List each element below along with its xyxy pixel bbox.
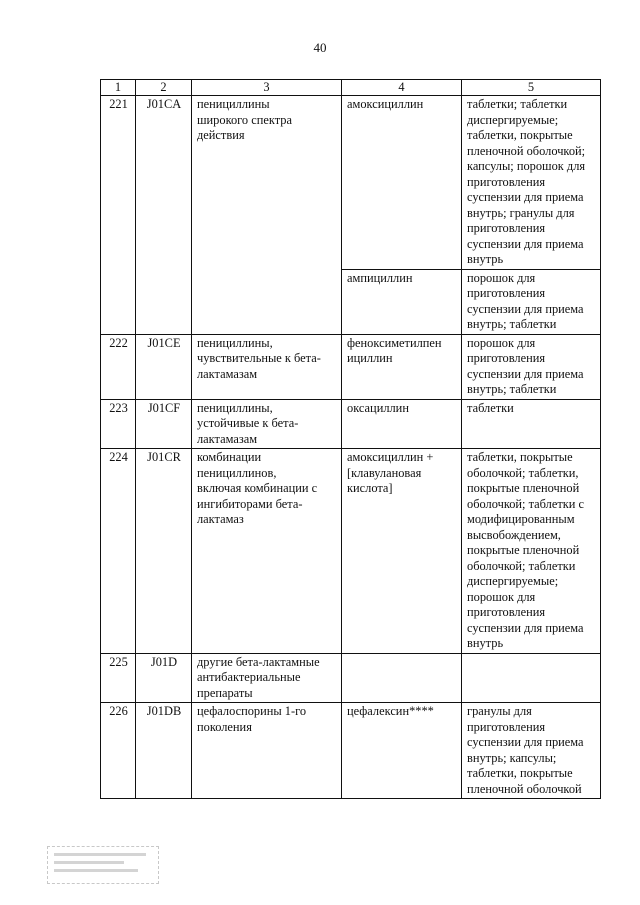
table-body (101, 96, 601, 799)
drug-name (342, 653, 462, 703)
dosage-forms: таблетки (462, 399, 601, 449)
drug-name: амоксициллин (342, 96, 462, 270)
page-number: 40 (313, 40, 327, 55)
scan-stamp (47, 846, 159, 884)
group-name: комбинации пенициллинов, включая комбинации с ингибиторами бета- лактамаз (192, 449, 342, 654)
column-header-5: 5 (462, 80, 601, 96)
drug-name: цефалексин**** (342, 703, 462, 799)
dosage-forms (462, 653, 601, 703)
atc-code: J01D (136, 653, 192, 703)
row-number: 222 (101, 334, 136, 399)
dosage-forms: порошок для приготовления суспензии для приема внутрь; таблетки (462, 334, 601, 399)
row-number: 225 (101, 653, 136, 703)
row-number: 223 (101, 399, 136, 449)
atc-code: J01CF (136, 399, 192, 449)
column-header-2: 2 (136, 80, 192, 96)
dosage-forms: таблетки, покрытые оболочкой; таблетки, покрытые пленочной оболочкой; таблетки с модифицированным высвобождением, покрытые пленочной оболочкой; таблетки диспергируемые; порошок для приготовления суспензии для приема внутрь (462, 449, 601, 654)
row-number: 221 (101, 96, 136, 335)
drug-name: амоксициллин + [клавулановая кислота] (342, 449, 462, 654)
column-header-3: 3 (192, 80, 342, 96)
atc-code: J01DB (136, 703, 192, 799)
table-row (101, 653, 601, 703)
table-row (101, 703, 601, 799)
dosage-forms: порошок для приготовления суспензии для приема внутрь; таблетки (462, 269, 601, 334)
group-name: пенициллины, чувствительные к бета- лактамазам (192, 334, 342, 399)
table-row (101, 449, 601, 654)
group-name: пенициллины широкого спектра действия (192, 96, 342, 335)
table-row (101, 334, 601, 399)
column-header-4: 4 (342, 80, 462, 96)
atc-code: J01CR (136, 449, 192, 654)
dosage-forms: таблетки; таблетки диспергируемые; таблетки, покрытые пленочной оболочкой; капсулы; порошок для приготовления суспензии для приема внутрь; гранулы для приготовления суспензии для приема внутрь (462, 96, 601, 270)
row-number: 226 (101, 703, 136, 799)
column-header-1: 1 (101, 80, 136, 96)
medication-table (100, 79, 601, 799)
group-name: цефалоспорины 1-го поколения (192, 703, 342, 799)
group-name: пенициллины, устойчивые к бета- лактамазам (192, 399, 342, 449)
group-name: другие бета-лактамные антибактериальные препараты (192, 653, 342, 703)
dosage-forms: гранулы для приготовления суспензии для приема внутрь; капсулы; таблетки, покрытые пленочной оболочкой (462, 703, 601, 799)
row-number: 224 (101, 449, 136, 654)
table-header (101, 80, 601, 96)
drug-name: оксациллин (342, 399, 462, 449)
table-row (101, 96, 601, 270)
header-row (101, 80, 601, 96)
atc-code: J01CA (136, 96, 192, 335)
drug-name: феноксиметилпен ициллин (342, 334, 462, 399)
table-row (101, 399, 601, 449)
drug-name: ампициллин (342, 269, 462, 334)
atc-code: J01CE (136, 334, 192, 399)
